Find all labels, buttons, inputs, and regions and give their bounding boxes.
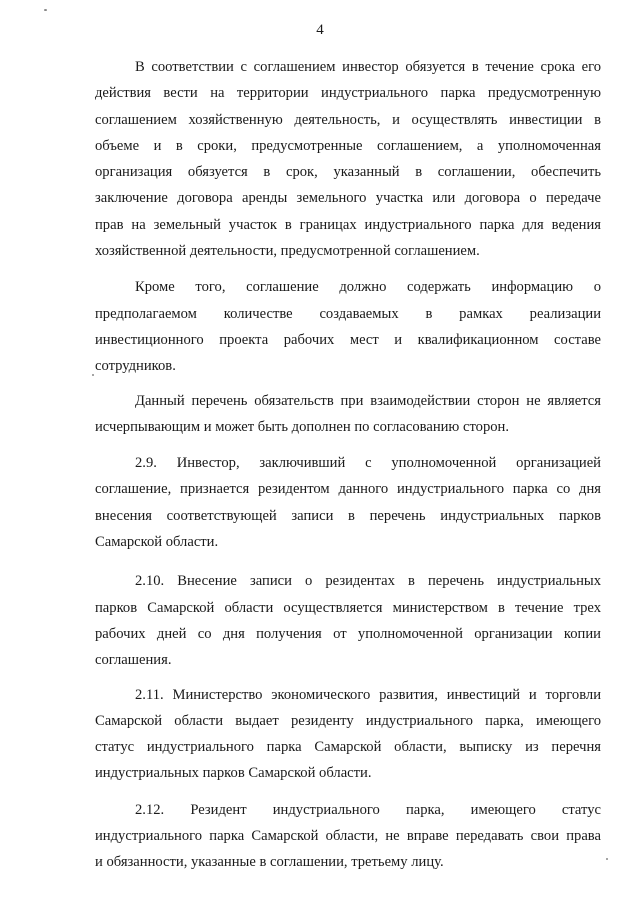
paragraph-obligations-list [95, 388, 601, 441]
text-line: Самарской области выдает резиденту индустриального парка, имеющего [95, 712, 601, 729]
document-body [95, 54, 601, 876]
text-line: инвестиционного проекта рабочих мест и квалификационном составе [95, 331, 601, 348]
text-line: сотрудников. [95, 358, 176, 375]
text-line: прав на земельный участок в границах индустриального парка для ведения [95, 216, 601, 233]
scan-speck [44, 9, 47, 11]
text-line: 2.11. Министерство экономического развития, инвестиций и торговли [135, 686, 601, 703]
text-line: действия вести на территории индустриального парка предусмотренную [95, 85, 601, 102]
text-line: Кроме того, соглашение должно содержать информацию о [135, 279, 601, 296]
text-line: заключение договора аренды земельного участка или договора о передаче [95, 190, 601, 207]
text-line: индустриального парка Самарской области, не вправе передавать свои права [95, 828, 601, 845]
text-line: 2.10. Внесение записи о резидентах в перечень индустриальных [135, 573, 601, 590]
text-line: 2.12. Резидент индустриального парка, имеющего статус [135, 801, 601, 818]
text-line: предполагаемом количестве создаваемых в рамках реализации [95, 305, 601, 322]
text-line: рабочих дней со дня получения от уполномоченной организации копии [95, 625, 601, 642]
text-line: объеме и в сроки, предусмотренные соглашением, а уполномоченная [95, 137, 601, 154]
paragraph-jobs-info [95, 274, 601, 379]
text-line: индустриальных парков Самарской области. [95, 765, 372, 782]
text-line: внесения соответствующей записи в перечень индустриальных парков [95, 507, 601, 524]
scan-speck [606, 858, 608, 860]
paragraph-2-9 [95, 450, 601, 555]
paragraph-investor-obligations [95, 54, 601, 264]
scan-speck [92, 374, 94, 376]
text-line: соглашение, признается резидентом данного индустриального парка со дня [95, 481, 601, 498]
page-number: 4 [316, 22, 324, 38]
text-line: 2.9. Инвестор, заключивший с уполномоченной организацией [135, 455, 601, 472]
paragraph-2-11 [95, 682, 601, 787]
text-line: исчерпывающим и может быть дополнен по согласованию сторон. [95, 418, 509, 435]
text-line: В соответствии с соглашением инвестор обязуется в течение срока его [135, 59, 601, 75]
text-line: соглашением хозяйственную деятельность, и осуществлять инвестиции в [95, 111, 601, 128]
text-line: Данный перечень обязательств при взаимодействии сторон не является [135, 392, 601, 409]
text-line: и обязанности, указанные в соглашении, третьему лицу. [95, 854, 444, 871]
text-line: соглашения. [95, 652, 172, 669]
text-line: Самарской области. [95, 534, 219, 551]
paragraph-2-10 [95, 568, 601, 673]
text-line: хозяйственной деятельности, предусмотренной соглашением. [95, 243, 480, 260]
text-line: парков Самарской области осуществляется министерством в течение трех [95, 599, 601, 616]
text-line: статус индустриального парка Самарской области, выписку из перечня [95, 739, 601, 756]
text-line: организация обязуется в срок, указанный в соглашении, обеспечить [95, 164, 601, 181]
paragraph-2-12 [95, 797, 601, 876]
